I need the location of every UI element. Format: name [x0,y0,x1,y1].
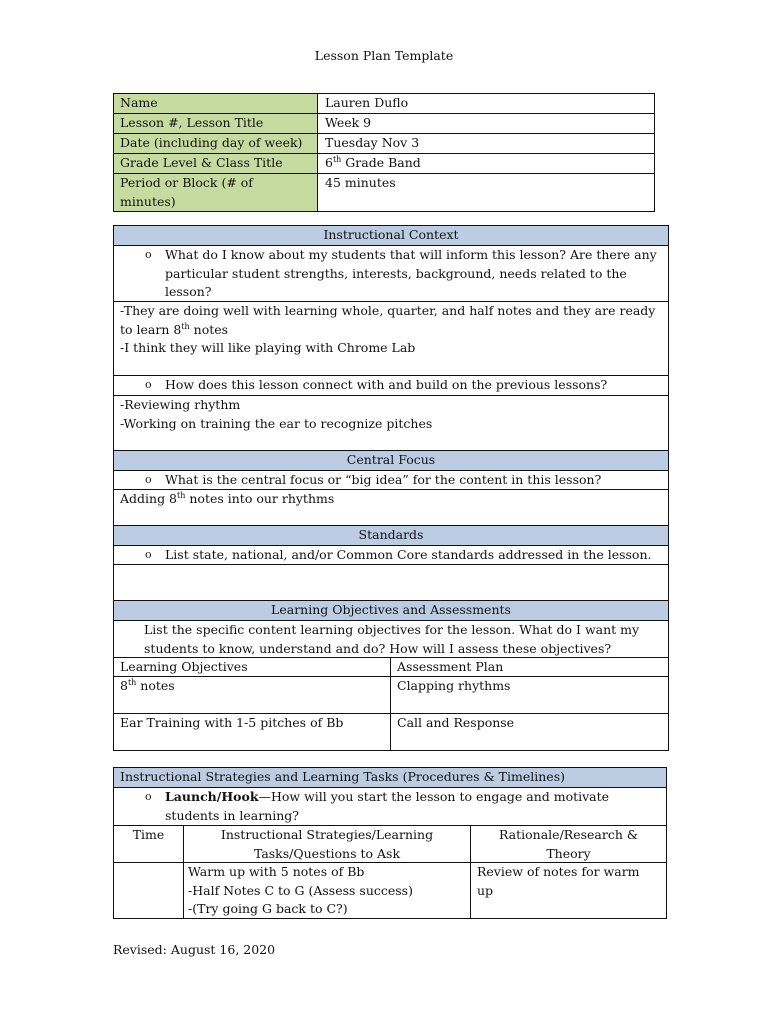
objective-cell [114,677,391,713]
answer-text: to learn 8 [120,321,182,337]
bullet-icon: o [145,548,152,561]
question-row [114,376,668,396]
table-row [114,863,666,918]
info-value: 45 minutes [325,175,396,190]
info-label-line: minutes) [120,193,176,209]
question-text: List state, national, and/or Common Core standards addressed in the lesson. [165,547,652,562]
info-row-lesson [114,114,654,134]
column-header: Assessment Plan [397,659,504,674]
question-row [114,246,668,302]
cell-text: notes [136,678,175,693]
question-text: What is the central focus or “big idea” for the content in this lesson? [165,472,602,487]
answer-text: notes into our rhythms [185,491,335,506]
info-label: Lesson #, Lesson Title [114,114,318,133]
section-header: Learning Objectives and Assessments [114,601,668,621]
info-label: Name [114,94,318,113]
answer-line: -Working on training the ear to recognize pitches [120,415,433,431]
column-header: Learning Objectives [114,658,391,676]
question-row [114,788,666,826]
info-label-line: Period or Block (# of [120,175,253,190]
info-row-grade [114,154,654,174]
answer-sup: th [181,321,190,331]
section-header: Standards [114,526,668,546]
lesson-info-table [113,93,655,212]
launch-label: Launch/Hook [165,789,259,804]
column-header: Instructional Strategies/Learning Tasks/Questions to Ask [184,826,471,862]
answer-line: -They are doing well with learning whole, quarter, and half notes and they are ready [120,303,656,318]
answer-text: Adding 8 [120,491,178,506]
strategy-line: -(Try going G back to C?) [188,901,348,916]
assessment-cell: Clapping rhythms [397,678,511,693]
page-title: Lesson Plan Template [314,48,454,63]
assessment-cell: Call and Response [397,715,515,730]
strategies-header-row [114,826,666,863]
prompt-line: List the specific content learning objectives for the lesson. What do I want my [144,622,640,637]
section-header: Central Focus [114,451,668,471]
answer-row [114,565,668,601]
prompt-row [114,621,668,658]
column-header: Time [114,826,184,862]
question-text: —How will you start the lesson to engage and motivate students in learning? [165,789,610,823]
info-value [318,154,654,173]
answer-row [114,302,668,376]
info-label: Grade Level & Class Title [114,154,318,173]
answer-line [120,321,662,340]
answer-text: notes [189,321,229,337]
rationale-cell: Review of notes for warm up [477,864,640,898]
bullet-icon: o [145,473,152,486]
info-label [114,174,318,211]
strategies-table [113,767,667,919]
section-header: Instructional Strategies and Learning Tasks (Procedures & Timelines) [114,768,666,788]
bullet-icon: o [145,378,152,391]
revised-date: Revised: August 16, 2020 [113,942,276,957]
cell-sup: th [127,678,137,687]
table-row [114,714,668,750]
answer-sup: th [177,491,186,500]
section-header: Instructional Context [114,226,668,246]
strategy-cell [184,863,471,918]
cell-text: 8 [120,678,128,693]
time-cell [114,863,184,918]
info-label: Date (including day of week) [114,134,318,153]
instructional-context-table [113,225,669,751]
answer-row [114,490,668,526]
answer-line: -I think they will like playing with Chrome Lab [120,340,416,355]
info-row-period [114,174,654,211]
strategy-line: -Half Notes C to G (Assess success) [188,882,413,898]
info-row-date [114,134,654,154]
objectives-header-row [114,658,668,677]
bullet-icon: o [145,790,152,803]
question-row [114,471,668,490]
question-text: How does this lesson connect with and build on the previous lessons? [165,377,608,392]
prompt-line: students to know, understand and do? How will I assess these objectives? [144,640,612,656]
info-row-name [114,94,654,114]
info-value: Tuesday Nov 3 [325,135,420,150]
objective-cell: Ear Training with 1-5 pitches of Bb [114,714,391,750]
grade-rest: Grade Band [341,155,421,170]
bullet-icon: o [145,248,152,261]
question-text: What do I know about my students that will inform this lesson? Are there any particular student strengths, interests, background, needs related to the lesson? [165,247,657,299]
question-row [114,546,668,565]
grade-sup: th [332,155,342,164]
grade-num: 6 [325,155,333,170]
table-row [114,677,668,714]
answer-line: -Reviewing rhythm [120,397,241,412]
info-value: Lauren Duflo [325,95,409,110]
strategy-line: Warm up with 5 notes of Bb [188,864,365,879]
column-header: Rationale/Research & Theory [498,827,638,861]
answer-row [114,396,668,451]
info-value: Week 9 [325,115,372,130]
